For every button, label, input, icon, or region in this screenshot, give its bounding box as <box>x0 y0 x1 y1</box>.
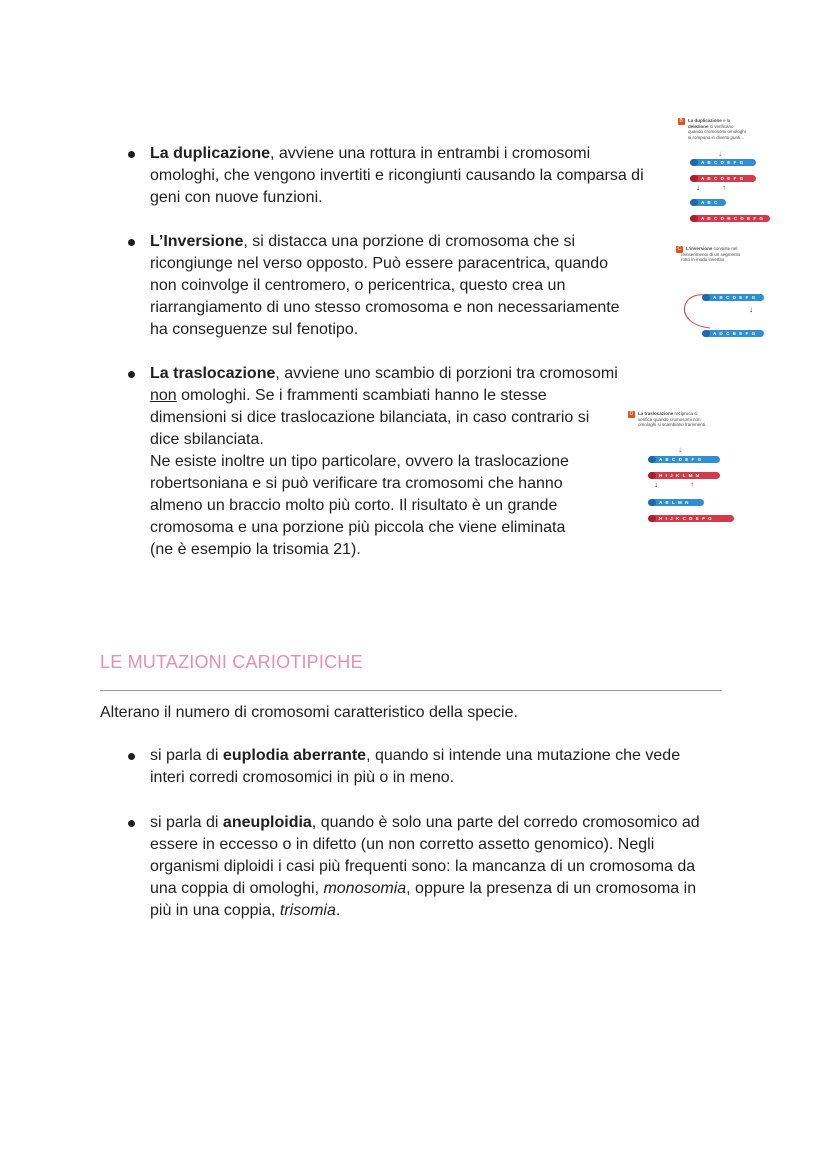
paragraph-duplicazione <box>150 143 670 209</box>
gene-labels: A B L M N <box>659 500 690 505</box>
paragraph-traslocazione <box>150 363 640 561</box>
caption-text: omologhi si scambiano frammenti. <box>638 422 707 428</box>
gene-labels: H I J K C D E F G <box>659 516 713 521</box>
badge-letter: B <box>679 118 683 124</box>
centromere <box>702 330 710 337</box>
text-line: cromosoma e una porzione più piccola che viene eliminata <box>150 519 566 536</box>
paragraph-euplodia <box>150 745 740 789</box>
centromere <box>690 199 698 206</box>
gene-labels: A B C D E F G <box>713 295 757 300</box>
figure-caption <box>638 411 736 428</box>
text-line: robertsoniana e si può verificare tra cromosomi che hanno <box>150 475 563 492</box>
caption-text: consiste nel <box>712 246 738 251</box>
centromere <box>648 499 656 506</box>
caption-bold: La traslocazione <box>638 411 674 416</box>
bullet-dot <box>128 820 135 827</box>
text-line: Ne esiste inoltre un tipo particolare, ovvero la traslocazione <box>150 453 569 470</box>
caption-text: quando cromosomi omologhi <box>688 129 746 135</box>
centromere <box>690 159 698 166</box>
text-line: , quando è solo una parte del corredo cromosomico ad <box>311 814 700 831</box>
term-monosomia: monosomia <box>323 880 407 897</box>
term-euplodia: euplodia aberrante <box>222 747 367 764</box>
caption-text: si verificano <box>708 123 734 129</box>
caption-bold: La duplicazione <box>688 118 722 123</box>
text-line: (ne è esempio la trisomia 21). <box>150 541 361 558</box>
arrow-up-icon: ↑ <box>722 183 726 192</box>
term-duplicazione: La duplicazione <box>150 145 271 162</box>
caption-bold: delezione <box>688 123 709 129</box>
bullet-dot <box>128 239 135 246</box>
caption-text: si rompono in diversi punti... <box>688 134 745 140</box>
figure-traslocazione <box>628 408 738 530</box>
text-line: . <box>335 902 341 919</box>
text-line: riarrangiamento di uno stesso cromosoma e non necessariamente <box>150 299 620 316</box>
chromosome-duplicated <box>690 215 770 222</box>
caption-text: e la <box>721 118 731 123</box>
text-line: essere in eccesso o in difetto (un non corretto assetto genomico). Negli <box>150 836 655 853</box>
term-aneuploidia: aneuploidia <box>222 814 312 831</box>
section-divider <box>100 690 722 691</box>
centromere <box>648 515 656 522</box>
bullet-dot <box>128 753 135 760</box>
caption-text: rotto in modo invertito. <box>681 257 726 263</box>
text-line: , avviene una rottura in entrambi i cromosomi <box>270 145 591 162</box>
term-traslocazione: La traslocazione <box>150 365 276 382</box>
chromosome-translocated-b <box>648 515 734 522</box>
text-line: geni con nuove funzioni. <box>150 189 323 206</box>
centromere <box>648 472 656 479</box>
underlined-word: non <box>150 387 177 404</box>
centromere <box>648 456 656 463</box>
text-line: dimensioni si dice traslocazione bilanciata, in caso contrario si <box>150 409 590 426</box>
arrow-down-icon: ↓ <box>654 480 658 489</box>
centromere <box>690 215 698 222</box>
arrow-down-icon: ↓ <box>696 183 700 192</box>
section-heading: LE MUTAZIONI CARIOTIPICHE <box>100 652 363 672</box>
text-line: , si distacca una porzione di cromosoma che si <box>243 233 576 250</box>
arrow-down-icon: ↓ <box>718 149 722 158</box>
chromosome-red <box>690 175 756 182</box>
gene-labels: A B C D E F G <box>701 160 745 165</box>
text-line: omologhi, che vengono invertiti e ricongiunti causando la comparsa di <box>150 167 644 184</box>
badge-letter: C <box>677 246 682 252</box>
gene-labels: A B C <box>701 200 719 205</box>
arrow-down-icon: ↓ <box>678 445 682 454</box>
chromosome-blue <box>690 159 756 166</box>
bullet-dot <box>128 151 135 158</box>
chromosome-original <box>702 294 764 301</box>
chromosome-deleted <box>690 199 726 206</box>
gene-labels: A B C D B C D E F G <box>701 216 764 221</box>
chromosome-translocated-a <box>648 499 704 506</box>
text-line: interi corredi cromosomici in più o in meno. <box>150 769 455 786</box>
text-line: ha conseguenze sul fenotipo. <box>150 321 359 338</box>
term-trisomia: trisomia <box>279 902 336 919</box>
text-line: , quando si intende una mutazione che vede <box>366 747 681 764</box>
figure-duplicazione <box>678 118 778 228</box>
text-line: , avviene uno scambio di porzioni tra cromosomi <box>275 365 618 382</box>
figure-caption <box>681 246 771 263</box>
figure-inversione <box>676 246 776 346</box>
text-line: organismi diploidi i casi più frequenti sono: la mancanza di un cromosoma da <box>150 858 696 875</box>
text-prefix: si parla di <box>150 747 223 764</box>
gene-labels: A B C D E F G <box>701 176 745 181</box>
arrow-up-icon: ↑ <box>690 480 694 489</box>
figure-caption <box>688 118 774 140</box>
text-line: più in una coppia, <box>150 902 280 919</box>
text-line: ricongiunge nel verso opposto. Può essere paracentrica, quando <box>150 255 609 272</box>
text-line: almeno un braccio molto più corto. Il risultato è un grande <box>150 497 558 514</box>
badge-letter: D <box>629 411 634 417</box>
text-line: omologhi. Se i frammenti scambiati hanno le stesse <box>176 387 547 404</box>
text-line: dice sbilanciata. <box>150 431 264 448</box>
text-line: una coppia di omologhi, <box>150 880 324 897</box>
chromosome-blue <box>648 456 720 463</box>
arrow-down-icon: ↓ <box>749 305 753 314</box>
term-inversione: L’Inversione <box>150 233 244 250</box>
caption-bold: L'inversione <box>686 246 713 251</box>
chromosome-red <box>648 472 720 479</box>
gene-labels: A B C D E F G <box>659 457 703 462</box>
centromere <box>702 294 710 301</box>
figure-badge <box>678 118 685 125</box>
caption-text: reciproca si <box>673 411 698 416</box>
text-line: non coinvolge il centromero, o pericentrica, questo crea un <box>150 277 566 294</box>
section-intro: Alterano il numero di cromosomi caratteristico della specie. <box>100 704 518 721</box>
gene-labels: H I J K L M N <box>659 473 700 478</box>
bullet-dot <box>128 371 135 378</box>
caption-text: verifica quando cromosomi non <box>638 416 701 422</box>
paragraph-inversione <box>150 231 660 341</box>
centromere <box>690 175 698 182</box>
figure-badge <box>628 411 635 418</box>
text-line: , oppure la presenza di un cromosoma in <box>406 880 697 897</box>
paragraph-aneuploidia <box>150 812 750 922</box>
text-prefix: si parla di <box>150 814 223 831</box>
caption-text: reinserimento di un segmento <box>681 251 741 257</box>
gene-labels: A D C B E F G <box>713 331 757 336</box>
chromosome-inverted <box>702 330 764 337</box>
